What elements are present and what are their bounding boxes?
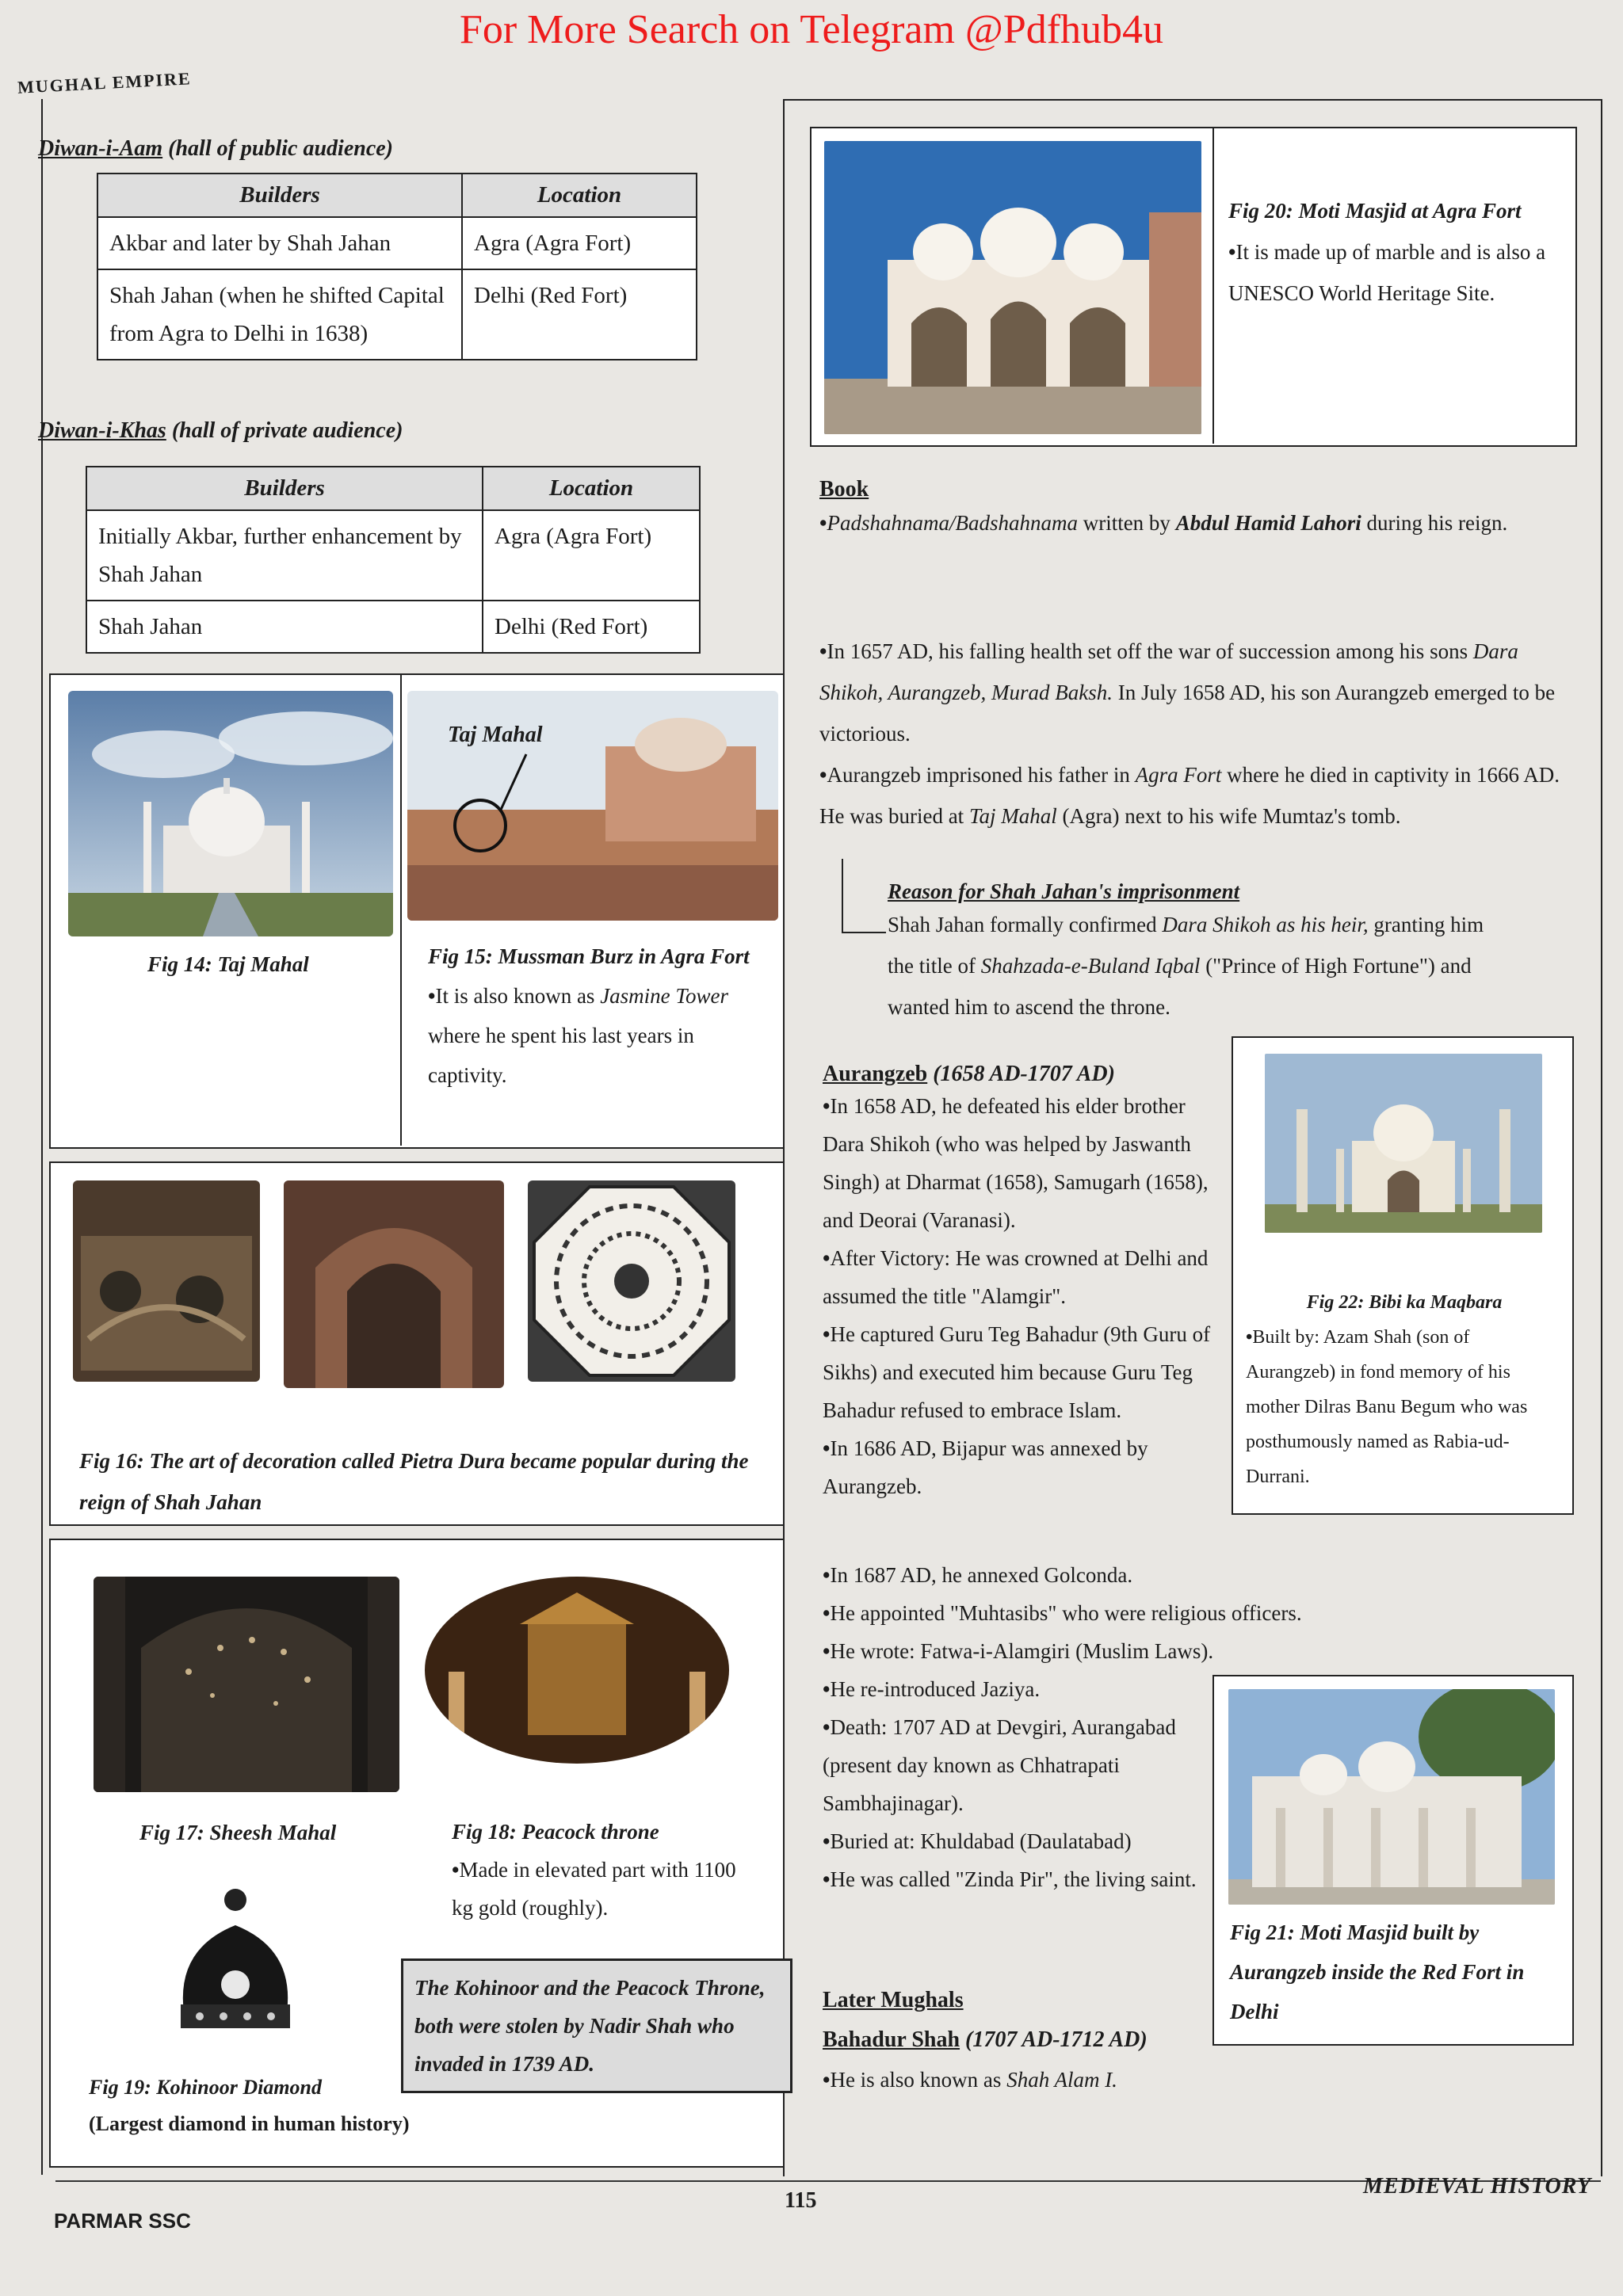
years: (1658 AD-1707 AD): [933, 1062, 1115, 1086]
fig-19-caption: Fig 19: Kohinoor Diamond: [89, 2076, 323, 2099]
text: In 1657 AD, his falling health set off the war of succession among his sons: [827, 639, 1473, 663]
text: Shah Jahan formally confirmed: [888, 913, 1163, 936]
location-cell: Agra (Agra Fort): [462, 217, 697, 269]
pietra-dura-photo-2: [284, 1180, 504, 1388]
fig-17-caption: Fig 17: Sheesh Mahal: [139, 1821, 337, 1844]
text: Aurangzeb imprisoned his father in: [827, 763, 1136, 787]
aurangzeb-point: • In 1687 AD, he annexed Golconda.: [823, 1556, 1583, 1594]
reason-text: [888, 904, 1506, 1028]
fig-22-text: [1246, 1285, 1563, 1494]
text: granting him the title of: [888, 913, 1484, 978]
aurangzeb-section-cont: [823, 1556, 1583, 1670]
fig-20-caption: Fig 20: Moti Masjid at Agra Fort: [1228, 199, 1522, 223]
diwan-i-aam-table: [97, 173, 697, 360]
title: Shahzada-e-Buland Iqbal: [980, 954, 1201, 978]
divider: [1212, 127, 1214, 444]
location-cell: Delhi (Red Fort): [462, 269, 697, 360]
aurangzeb-point: • He appointed "Muhtasibs" who were religious officers.: [823, 1594, 1583, 1632]
table-row: [97, 217, 697, 269]
aurangzeb-point: • After Victory: He was crowned at Delhi and assumed the title "Alamgir".: [823, 1239, 1219, 1315]
location-header: Location: [462, 174, 697, 217]
reason-heading: Reason for Shah Jahan's imprisonment: [888, 879, 1240, 903]
connector-line: [842, 932, 886, 933]
text: ("Prince of High Fortune") and wanted him to ascend the throne.: [888, 954, 1472, 1019]
later-mughals-section: [823, 1981, 1203, 2100]
alias: Shah Alam I.: [1006, 2068, 1117, 2092]
place: Taj Mahal: [968, 804, 1057, 828]
table-row: [86, 510, 700, 601]
connector-line: [842, 859, 843, 932]
diwan-i-khas-subtitle: (hall of private audience): [171, 418, 403, 443]
builder-cell: Akbar and later by Shah Jahan: [97, 217, 462, 269]
aurangzeb-point: • He was called "Zinda Pir", the living saint.: [823, 1860, 1203, 1898]
table-row: [97, 269, 697, 360]
builder-cell: Shah Jahan (when he shifted Capital from Agra to Delhi in 1638): [97, 269, 462, 360]
taj-mahal-photo: [68, 691, 393, 936]
fig-15-text: [428, 936, 769, 1095]
later-mughals-heading: Later Mughals: [823, 1988, 964, 2012]
place: Agra Fort: [1135, 763, 1222, 787]
pietra-dura-photo-1: [73, 1180, 260, 1382]
fig-22-caption: Fig 22: Bibi ka Maqbara: [1306, 1292, 1503, 1313]
diwan-i-khas-heading: [38, 418, 403, 444]
sheesh-mahal-photo: [94, 1577, 399, 1792]
heir: Dara Shikoh as his heir,: [1162, 913, 1369, 936]
title: Aurangzeb: [823, 1062, 928, 1086]
diwan-i-khas-table: [86, 466, 701, 654]
aurangzeb-point: • He captured Guru Teg Bahadur (9th Guru of Sikhs) and executed him because Guru Teg Bahadur refused to embrace Islam.: [823, 1315, 1219, 1429]
succession-section: [819, 631, 1572, 837]
fig-18-caption: Fig 18: Peacock throne: [452, 1820, 659, 1844]
fig-18-text: [452, 1813, 753, 1927]
diwan-i-aam-subtitle: (hall of public audience): [168, 136, 394, 161]
telegram-banner: For More Search on Telegram @Pdfhub4u: [459, 7, 1164, 52]
author: Abdul Hamid Lahori: [1175, 511, 1361, 535]
text: He is also known as: [830, 2068, 1007, 2092]
table-row: [86, 601, 700, 653]
note-text: where he spent his last years in captivity.: [428, 1024, 694, 1087]
text: during his reign.: [1361, 511, 1508, 535]
succession-point: [819, 631, 1572, 754]
aurangzeb-point: • In 1658 AD, he defeated his elder brother Dara Shikoh (who was helped by Jaswanth Singh) at Dharmat (1658), Samugarh (1658), and Deorai (Varanasi).: [823, 1087, 1219, 1239]
aurangzeb-section-cont2: [823, 1670, 1203, 1898]
diwan-i-khas-title: Diwan-i-Khas: [38, 418, 166, 443]
taj-mahal-label: Taj Mahal: [448, 723, 543, 747]
text: where he died in captivity in 1666 AD. He was buried at: [819, 763, 1560, 828]
footer-right: MEDIEVAL HISTORY: [1363, 2174, 1592, 2199]
pietra-dura-photo-3: [528, 1180, 735, 1382]
bahadur-shah-heading: [823, 2020, 1203, 2060]
aurangzeb-section: [823, 1062, 1219, 1505]
diwan-i-aam-heading: [38, 136, 393, 162]
kohinoor-crown-image: [168, 1886, 303, 2044]
builder-cell: Shah Jahan: [86, 601, 483, 653]
book-text: [819, 502, 1572, 543]
peacock-throne-photo: [425, 1577, 729, 1764]
divider: [400, 673, 402, 1146]
succession-point: [819, 754, 1572, 837]
text: written by: [1077, 511, 1176, 535]
fig-22-note: • Built by: Azam Shah (son of Aurangzeb) in fond memory of his mother Dilras Banu Begum who was posthumously named as Rabia-ud-Durrani.: [1246, 1320, 1563, 1494]
moti-masjid-agra-photo: [824, 141, 1201, 434]
jasmine-tower: Jasmine Tower: [600, 984, 728, 1008]
fig-19-text: [89, 2069, 422, 2142]
diwan-i-aam-title: Diwan-i-Aam: [38, 136, 163, 161]
fig-19-note: (Largest diamond in human history): [89, 2112, 410, 2135]
running-head: MUGHAL EMPIRE: [17, 68, 193, 97]
text: (Agra) next to his wife Mumtaz's tomb.: [1056, 804, 1401, 828]
location-cell: Delhi (Red Fort): [483, 601, 700, 653]
aurangzeb-point: • Death: 1707 AD at Devgiri, Aurangabad (present day known as Chhatrapati Sambhajinagar).: [823, 1708, 1203, 1822]
moti-masjid-delhi-photo: [1228, 1689, 1555, 1905]
sons: Dara Shikoh, Aurangzeb, Murad Baksh.: [819, 639, 1518, 704]
aurangzeb-point: • In 1686 AD, Bijapur was annexed by Aurangzeb.: [823, 1429, 1219, 1505]
fig-21-caption: Fig 21: Moti Masjid built by Aurangzeb inside the Red Fort in Delhi: [1230, 1920, 1525, 2023]
aurangzeb-point: • Buried at: Khuldabad (Daulatabad): [823, 1822, 1203, 1860]
note-text: It is also known as: [435, 984, 601, 1008]
reason-section: [888, 879, 1506, 1028]
fig-15-caption: Fig 15: Mussman Burz in Agra Fort: [428, 944, 750, 968]
book-heading: Book: [819, 477, 869, 502]
location-cell: Agra (Agra Fort): [483, 510, 700, 601]
page-number: 115: [785, 2188, 817, 2213]
fig-20-note: • It is made up of marble and is also a UNESCO World Heritage Site.: [1228, 231, 1561, 314]
fig-14-caption: Fig 14: Taj Mahal: [147, 952, 309, 976]
kohinoor-note-box: [401, 1958, 792, 2093]
fig-18-note: • Made in elevated part with 1100 kg gold (roughly).: [452, 1851, 753, 1927]
footer-left: PARMAR SSC: [54, 2209, 191, 2233]
years: (1707 AD-1712 AD): [965, 2027, 1148, 2052]
aurangzeb-point: • He re-introduced Jaziya.: [823, 1670, 1203, 1708]
book-section: [819, 477, 1572, 543]
bibi-ka-maqbara-photo: [1265, 1054, 1542, 1233]
builder-cell: Initially Akbar, further enhancement by Shah Jahan: [86, 510, 483, 601]
fig-15-note: [428, 976, 769, 1095]
kohinoor-note: The Kohinoor and the Peacock Throne, both were stolen by Nadir Shah who invaded in 1739 AD.: [414, 1976, 766, 2076]
bahadur-shah-point: [823, 2060, 1203, 2100]
title: Bahadur Shah: [823, 2027, 960, 2052]
book-name: Padshahnama/Badshahnama: [827, 511, 1078, 535]
location-header: Location: [483, 467, 700, 510]
fig-16-caption: Fig 16: The art of decoration called Pietra Dura became popular during the reign of Shah Jahan: [79, 1449, 749, 1514]
text: In July 1658 AD, his son Aurangzeb emerged to be victorious.: [819, 681, 1556, 746]
builders-header: Builders: [86, 467, 483, 510]
builders-header: Builders: [97, 174, 462, 217]
aurangzeb-heading: [823, 1062, 1219, 1087]
aurangzeb-point: • He wrote: Fatwa-i-Alamgiri (Muslim Laws).: [823, 1632, 1583, 1670]
fig-20-text: [1228, 190, 1561, 314]
